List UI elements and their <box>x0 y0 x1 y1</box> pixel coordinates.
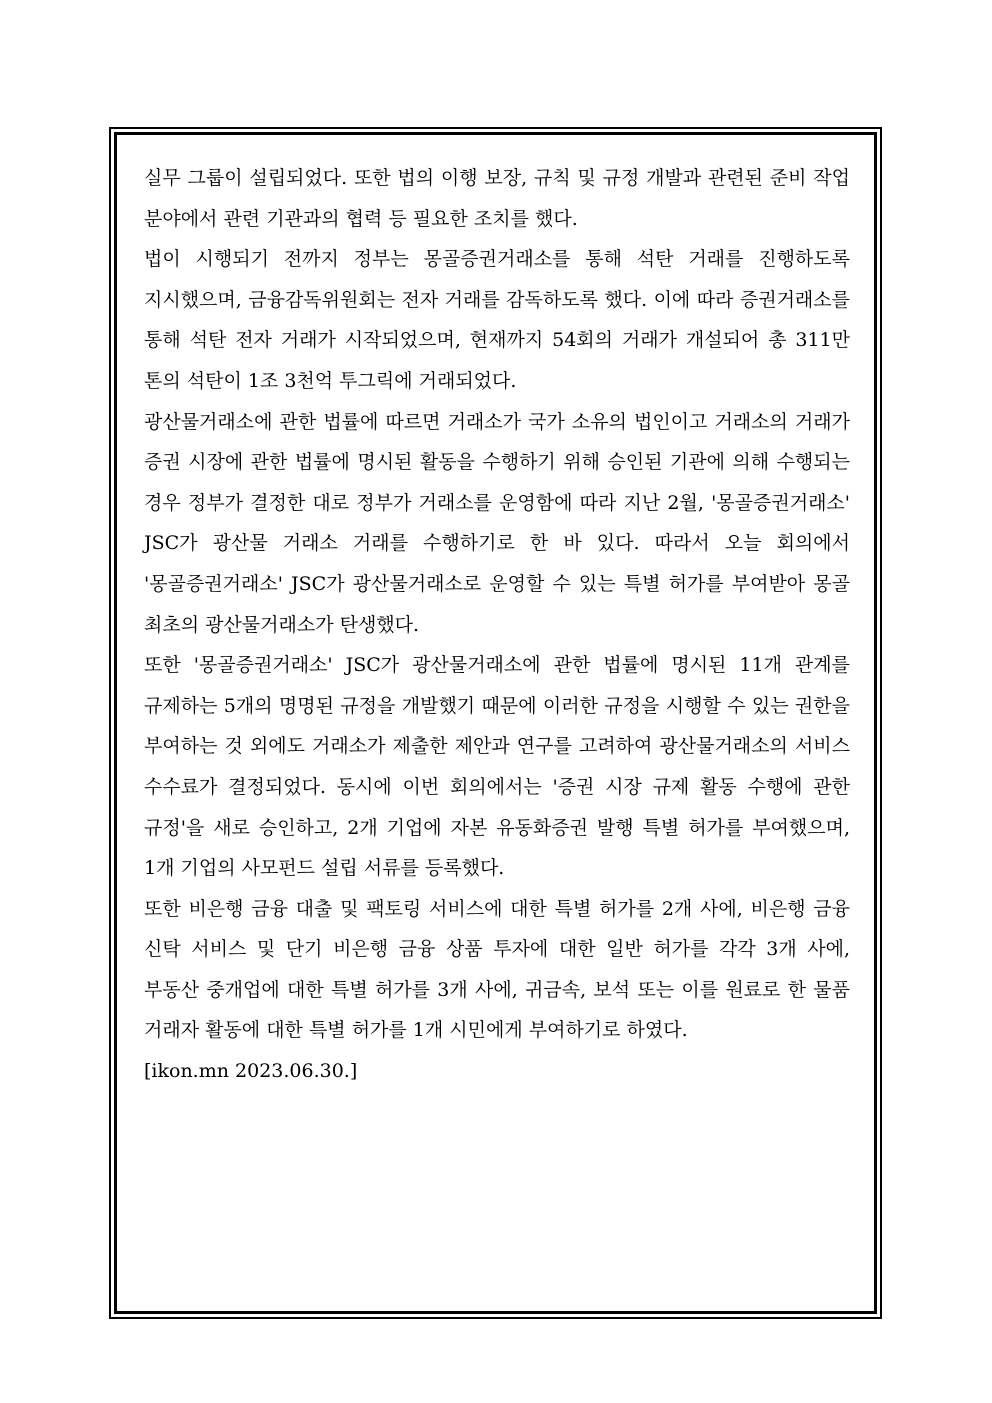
paragraph-3: 광산물거래소에 관한 법률에 따르면 거래소가 국가 소유의 법인이고 거래소의 거래가 증권 시장에 관한 법률에 명시된 활동을 수행하기 위해 승인된 기관에 의해 수행되는 경우 정부가 결정한 대로 정부가 거래소를 운영함에 따라 지난 2월, '몽골증권거래소' JSC가 광산물 거래소 거래를 수행하기로 한 바 있다. 따라서 오늘 회의에서 '몽골증권거래소' JSC가 광산물거래소로 운영할 수 있는 특별 허가를 부여받아 몽골 최초의 광산물거래소가 탄생했다. <box>144 410 850 636</box>
paragraph-1: 실무 그룹이 설립되었다. 또한 법의 이행 보장, 규칙 및 규정 개발과 관련된 준비 작업 분야에서 관련 기관과의 협력 등 필요한 조치를 했다. <box>144 167 850 230</box>
paragraph-2: 법이 시행되기 전까지 정부는 몽골증권거래소를 통해 석탄 거래를 진행하도록 지시했으며, 금융감독위원회는 전자 거래를 감독하도록 했다. 이에 따라 증권거래소를 통해 석탄 전자 거래가 시작되었으며, 현재까지 54회의 거래가 개설되어 총 311만 톤의 석탄이 1조 3천억 투그릭에 거래되었다. <box>144 248 850 392</box>
paragraph-5: 또한 비은행 금융 대출 및 팩토링 서비스에 대한 특별 허가를 2개 사에, 비은행 금융 신탁 서비스 및 단기 비은행 금융 상품 투자에 대한 일반 허가를 각각 3개 사에, 부동산 중개업에 대한 특별 허가를 3개 사에, 귀금속, 보석 또는 이를 원료로 한 물품 거래자 활동에 대한 특별 허가를 1개 시민에게 부여하기로 하였다. <box>144 897 850 1042</box>
source-citation: [ikon.mn 2023.06.30.] <box>144 1060 358 1083</box>
paragraph-4: 또한 '몽골증권거래소' JSC가 광산물거래소에 관한 법률에 명시된 11개 관계를 규제하는 5개의 명명된 규정을 개발했기 때문에 이러한 규정을 시행할 수 있는 권한을 부여하는 것 외에도 거래소가 제출한 제안과 연구를 고려하여 광산물거래소의 서비스 수수료가 결정되었다. 동시에 이번 회의에서는 '증권 시장 규제 활동 수행에 관한 규정'을 새로 승인하고, 2개 기업에 자본 유동화증권 발행 특별 허가를 부여했으며, 1개 기업의 사모펀드 설립 서류를 등록했다. <box>144 654 850 880</box>
document-body <box>144 158 850 1092</box>
